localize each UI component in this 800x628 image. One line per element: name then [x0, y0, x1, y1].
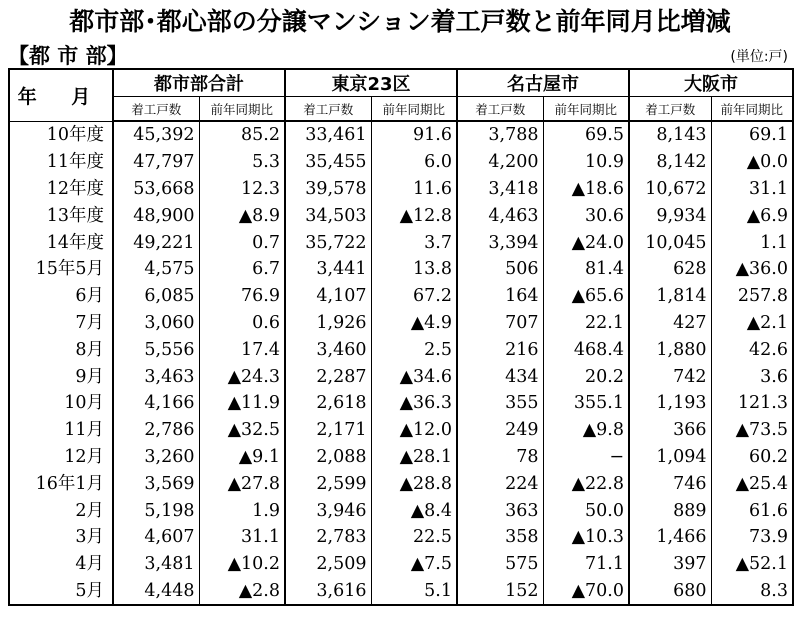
ratio-cell: −: [543, 444, 629, 471]
count-cell: 3,441: [285, 256, 371, 283]
count-cell: 889: [629, 497, 711, 524]
table-row: [9, 551, 793, 578]
ratio-cell: ▲8.4: [371, 497, 457, 524]
count-cell: 10,672: [629, 176, 711, 203]
sub-header-count: 着工戸数: [629, 97, 711, 122]
ratio-cell: 76.9: [199, 283, 285, 310]
count-cell: 3,260: [113, 444, 199, 471]
ratio-cell: ▲73.5: [711, 417, 793, 444]
ratio-cell: 60.2: [711, 444, 793, 471]
ratio-cell: ▲18.6: [543, 176, 629, 203]
ratio-cell: 12.3: [199, 176, 285, 203]
ratio-cell: 2.5: [371, 336, 457, 363]
table-row: [9, 283, 793, 310]
count-cell: 5,198: [113, 497, 199, 524]
ratio-cell: 0.7: [199, 229, 285, 256]
count-cell: 3,788: [457, 121, 543, 149]
group-header-osaka: 大阪市: [629, 69, 793, 97]
ratio-cell: 22.5: [371, 524, 457, 551]
count-cell: 47,797: [113, 149, 199, 176]
count-cell: 2,287: [285, 363, 371, 390]
ratio-cell: ▲12.8: [371, 202, 457, 229]
count-cell: 4,575: [113, 256, 199, 283]
count-cell: 1,926: [285, 310, 371, 337]
table-row: [9, 229, 793, 256]
count-cell: 224: [457, 470, 543, 497]
row-label: 10年度: [9, 121, 113, 149]
table-row: [9, 336, 793, 363]
count-cell: 3,569: [113, 470, 199, 497]
count-cell: 4,448: [113, 578, 199, 606]
count-cell: 6,085: [113, 283, 199, 310]
ratio-cell: ▲6.9: [711, 202, 793, 229]
ratio-cell: ▲36.3: [371, 390, 457, 417]
table-row: [9, 497, 793, 524]
ratio-cell: 20.2: [543, 363, 629, 390]
ratio-cell: 11.6: [371, 176, 457, 203]
count-cell: 1,094: [629, 444, 711, 471]
count-cell: 78: [457, 444, 543, 471]
page-title: 都市部･都心部の分譲マンション着工戸数と前年同月比増減: [69, 7, 731, 36]
sub-header-ratio: 前年同期比: [711, 97, 793, 122]
count-cell: 2,618: [285, 390, 371, 417]
count-cell: 363: [457, 497, 543, 524]
count-cell: 575: [457, 551, 543, 578]
ratio-cell: ▲7.5: [371, 551, 457, 578]
group-header-urban-total: 都市部合計: [113, 69, 285, 97]
count-cell: 2,783: [285, 524, 371, 551]
count-cell: 35,455: [285, 149, 371, 176]
ratio-cell: ▲34.6: [371, 363, 457, 390]
ratio-cell: ▲28.1: [371, 444, 457, 471]
ratio-cell: ▲4.9: [371, 310, 457, 337]
count-cell: 4,463: [457, 202, 543, 229]
ratio-cell: ▲24.0: [543, 229, 629, 256]
ratio-cell: 5.3: [199, 149, 285, 176]
count-cell: 3,418: [457, 176, 543, 203]
count-cell: 35,722: [285, 229, 371, 256]
ratio-cell: ▲8.9: [199, 202, 285, 229]
table-row: [9, 176, 793, 203]
sub-header-count: 着工戸数: [457, 97, 543, 122]
row-label: 3月: [9, 524, 113, 551]
count-cell: 216: [457, 336, 543, 363]
count-cell: 4,200: [457, 149, 543, 176]
count-cell: 33,461: [285, 121, 371, 149]
count-cell: 628: [629, 256, 711, 283]
count-cell: 3,060: [113, 310, 199, 337]
ratio-cell: 468.4: [543, 336, 629, 363]
row-label: 10月: [9, 390, 113, 417]
table-row: [9, 121, 793, 149]
ratio-cell: 121.3: [711, 390, 793, 417]
count-cell: 5,556: [113, 336, 199, 363]
ratio-cell: ▲22.8: [543, 470, 629, 497]
sub-header-ratio: 前年同期比: [371, 97, 457, 122]
count-cell: 3,394: [457, 229, 543, 256]
table-row: [9, 470, 793, 497]
count-cell: 34,503: [285, 202, 371, 229]
ratio-cell: 8.3: [711, 578, 793, 606]
table-row: [9, 524, 793, 551]
year-month-header: 年 月: [9, 69, 113, 121]
count-cell: 397: [629, 551, 711, 578]
count-cell: 2,786: [113, 417, 199, 444]
count-cell: 8,143: [629, 121, 711, 149]
sub-header-count: 着工戸数: [113, 97, 199, 122]
group-header-nagoya: 名古屋市: [457, 69, 629, 97]
count-cell: 3,946: [285, 497, 371, 524]
count-cell: 2,171: [285, 417, 371, 444]
sub-header-count: 着工戸数: [285, 97, 371, 122]
count-cell: 9,934: [629, 202, 711, 229]
ratio-cell: 1.1: [711, 229, 793, 256]
count-cell: 164: [457, 283, 543, 310]
ratio-cell: 85.2: [199, 121, 285, 149]
table-row: [9, 310, 793, 337]
ratio-cell: ▲27.8: [199, 470, 285, 497]
ratio-cell: ▲24.3: [199, 363, 285, 390]
ratio-cell: 6.0: [371, 149, 457, 176]
ratio-cell: ▲32.5: [199, 417, 285, 444]
ratio-cell: 355.1: [543, 390, 629, 417]
ratio-cell: ▲25.4: [711, 470, 793, 497]
count-cell: 4,166: [113, 390, 199, 417]
ratio-cell: 257.8: [711, 283, 793, 310]
count-cell: 434: [457, 363, 543, 390]
ratio-cell: 50.0: [543, 497, 629, 524]
count-cell: 366: [629, 417, 711, 444]
count-cell: 249: [457, 417, 543, 444]
group-header-tokyo23: 東京23区: [285, 69, 457, 97]
row-label: 2月: [9, 497, 113, 524]
section-label: 【都 市 部】: [8, 44, 128, 68]
ratio-cell: 30.6: [543, 202, 629, 229]
ratio-cell: 1.9: [199, 497, 285, 524]
row-label: 13年度: [9, 202, 113, 229]
ratio-cell: 0.6: [199, 310, 285, 337]
sub-header-ratio: 前年同期比: [543, 97, 629, 122]
count-cell: 680: [629, 578, 711, 606]
row-label: 7月: [9, 310, 113, 337]
count-cell: 1,814: [629, 283, 711, 310]
ratio-cell: ▲52.1: [711, 551, 793, 578]
table-row: [9, 417, 793, 444]
ratio-cell: 69.5: [543, 121, 629, 149]
count-cell: 1,193: [629, 390, 711, 417]
ratio-cell: 13.8: [371, 256, 457, 283]
count-cell: 3,463: [113, 363, 199, 390]
table-row: [9, 390, 793, 417]
ratio-cell: ▲2.8: [199, 578, 285, 606]
row-label: 16年1月: [9, 470, 113, 497]
count-cell: 2,509: [285, 551, 371, 578]
count-cell: 39,578: [285, 176, 371, 203]
ratio-cell: 31.1: [711, 176, 793, 203]
ratio-cell: ▲9.1: [199, 444, 285, 471]
count-cell: 4,607: [113, 524, 199, 551]
ratio-cell: ▲9.8: [543, 417, 629, 444]
ratio-cell: 3.6: [711, 363, 793, 390]
row-label: 9月: [9, 363, 113, 390]
ratio-cell: ▲0.0: [711, 149, 793, 176]
count-cell: 53,668: [113, 176, 199, 203]
row-label: 8月: [9, 336, 113, 363]
count-cell: 3,616: [285, 578, 371, 606]
count-cell: 3,481: [113, 551, 199, 578]
count-cell: 355: [457, 390, 543, 417]
count-cell: 49,221: [113, 229, 199, 256]
sub-header-ratio: 前年同期比: [199, 97, 285, 122]
row-label: 11月: [9, 417, 113, 444]
ratio-cell: ▲12.0: [371, 417, 457, 444]
table-row: [9, 578, 793, 606]
count-cell: 427: [629, 310, 711, 337]
count-cell: 746: [629, 470, 711, 497]
count-cell: 358: [457, 524, 543, 551]
count-cell: 3,460: [285, 336, 371, 363]
ratio-cell: 6.7: [199, 256, 285, 283]
ratio-cell: 61.6: [711, 497, 793, 524]
count-cell: 1,880: [629, 336, 711, 363]
count-cell: 506: [457, 256, 543, 283]
count-cell: 10,045: [629, 229, 711, 256]
count-cell: 2,599: [285, 470, 371, 497]
ratio-cell: 91.6: [371, 121, 457, 149]
construction-table: [8, 68, 794, 606]
count-cell: 4,107: [285, 283, 371, 310]
ratio-cell: ▲36.0: [711, 256, 793, 283]
unit-label: (単位:戸): [730, 49, 788, 65]
row-label: 12年度: [9, 176, 113, 203]
ratio-cell: 81.4: [543, 256, 629, 283]
ratio-cell: 5.1: [371, 578, 457, 606]
ratio-cell: ▲65.6: [543, 283, 629, 310]
row-label: 5月: [9, 578, 113, 606]
ratio-cell: ▲70.0: [543, 578, 629, 606]
ratio-cell: 17.4: [199, 336, 285, 363]
ratio-cell: 42.6: [711, 336, 793, 363]
ratio-cell: ▲10.3: [543, 524, 629, 551]
count-cell: 8,142: [629, 149, 711, 176]
count-cell: 2,088: [285, 444, 371, 471]
row-label: 4月: [9, 551, 113, 578]
row-label: 14年度: [9, 229, 113, 256]
count-cell: 152: [457, 578, 543, 606]
ratio-cell: ▲28.8: [371, 470, 457, 497]
count-cell: 1,466: [629, 524, 711, 551]
row-label: 6月: [9, 283, 113, 310]
row-label: 12月: [9, 444, 113, 471]
count-cell: 707: [457, 310, 543, 337]
ratio-cell: ▲2.1: [711, 310, 793, 337]
ratio-cell: ▲10.2: [199, 551, 285, 578]
table-row: [9, 444, 793, 471]
ratio-cell: ▲11.9: [199, 390, 285, 417]
count-cell: 45,392: [113, 121, 199, 149]
table-row: [9, 202, 793, 229]
ratio-cell: 73.9: [711, 524, 793, 551]
ratio-cell: 10.9: [543, 149, 629, 176]
ratio-cell: 3.7: [371, 229, 457, 256]
count-cell: 48,900: [113, 202, 199, 229]
ratio-cell: 31.1: [199, 524, 285, 551]
row-label: 11年度: [9, 149, 113, 176]
ratio-cell: 22.1: [543, 310, 629, 337]
ratio-cell: 71.1: [543, 551, 629, 578]
row-label: 15年5月: [9, 256, 113, 283]
ratio-cell: 67.2: [371, 283, 457, 310]
table-row: [9, 256, 793, 283]
table-row: [9, 149, 793, 176]
ratio-cell: 69.1: [711, 121, 793, 149]
table-row: [9, 363, 793, 390]
count-cell: 742: [629, 363, 711, 390]
